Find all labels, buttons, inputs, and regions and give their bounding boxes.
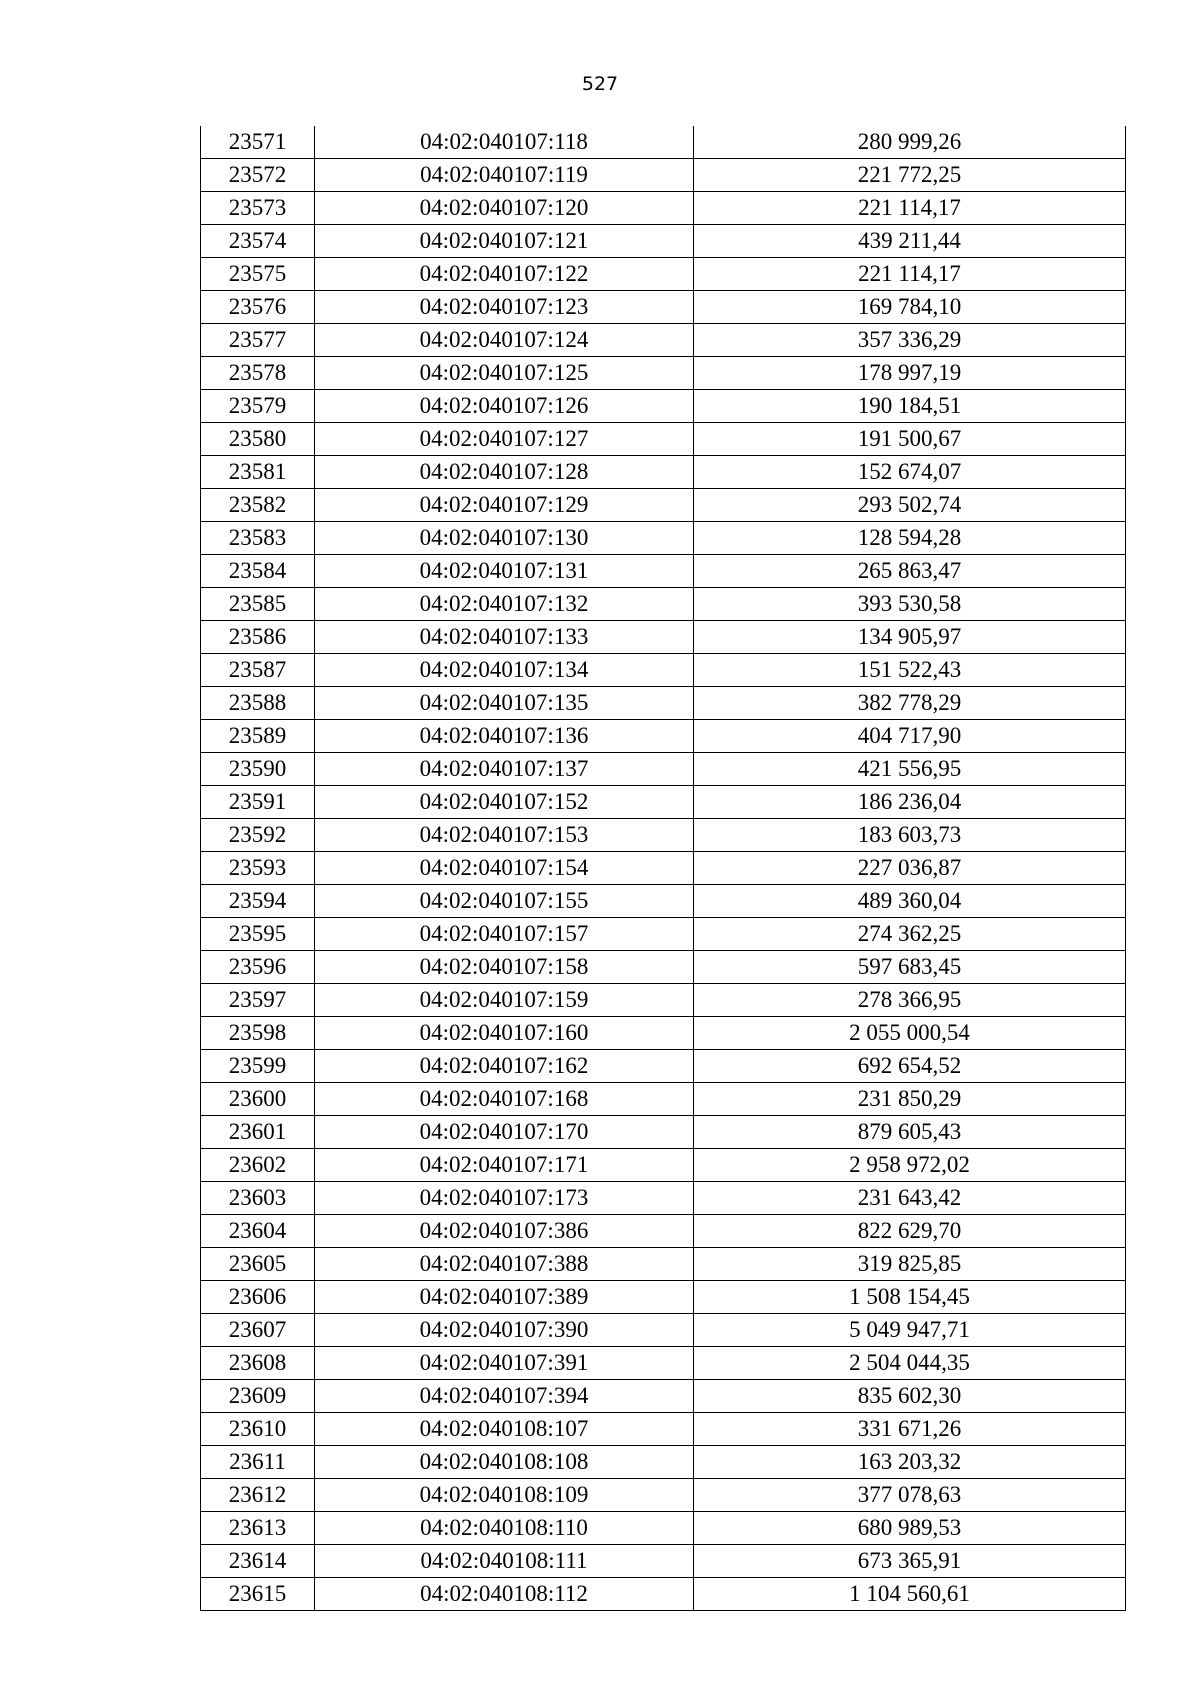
table-row <box>201 522 1126 555</box>
table-row <box>201 1545 1126 1578</box>
page-number: 527 <box>581 73 619 95</box>
row-number-cell: 23585 <box>201 588 315 621</box>
value-cell: 274 362,25 <box>694 918 1126 951</box>
row-number-cell: 23605 <box>201 1248 315 1281</box>
value-cell: 822 629,70 <box>694 1215 1126 1248</box>
table-row <box>201 126 1126 159</box>
value-cell: 221 772,25 <box>694 159 1126 192</box>
cadastral-number-cell: 04:02:040107:134 <box>315 654 694 687</box>
row-number-cell: 23602 <box>201 1149 315 1182</box>
row-number-cell: 23577 <box>201 324 315 357</box>
value-cell: 221 114,17 <box>694 192 1126 225</box>
table-row <box>201 786 1126 819</box>
row-number-cell: 23574 <box>201 225 315 258</box>
cadastral-number-cell: 04:02:040107:155 <box>315 885 694 918</box>
value-cell: 293 502,74 <box>694 489 1126 522</box>
cadastral-number-cell: 04:02:040107:135 <box>315 687 694 720</box>
row-number-cell: 23596 <box>201 951 315 984</box>
row-number-cell: 23581 <box>201 456 315 489</box>
value-cell: 692 654,52 <box>694 1050 1126 1083</box>
cadastral-number-cell: 04:02:040108:112 <box>315 1578 694 1611</box>
value-cell: 1 508 154,45 <box>694 1281 1126 1314</box>
row-number-cell: 23580 <box>201 423 315 456</box>
row-number-cell: 23587 <box>201 654 315 687</box>
value-cell: 231 643,42 <box>694 1182 1126 1215</box>
row-number-cell: 23593 <box>201 852 315 885</box>
table-row <box>201 390 1126 423</box>
cadastral-number-cell: 04:02:040108:110 <box>315 1512 694 1545</box>
row-number-cell: 23579 <box>201 390 315 423</box>
value-cell: 421 556,95 <box>694 753 1126 786</box>
cadastral-number-cell: 04:02:040107:120 <box>315 192 694 225</box>
table-row <box>201 1446 1126 1479</box>
value-cell: 152 674,07 <box>694 456 1126 489</box>
value-cell: 2 504 044,35 <box>694 1347 1126 1380</box>
value-cell: 597 683,45 <box>694 951 1126 984</box>
value-cell: 265 863,47 <box>694 555 1126 588</box>
cadastral-number-cell: 04:02:040107:123 <box>315 291 694 324</box>
table-row <box>201 1182 1126 1215</box>
value-cell: 680 989,53 <box>694 1512 1126 1545</box>
row-number-cell: 23571 <box>201 126 315 159</box>
value-cell: 319 825,85 <box>694 1248 1126 1281</box>
cadastral-number-cell: 04:02:040107:394 <box>315 1380 694 1413</box>
value-cell: 2 055 000,54 <box>694 1017 1126 1050</box>
value-cell: 280 999,26 <box>694 126 1126 159</box>
row-number-cell: 23592 <box>201 819 315 852</box>
table-row <box>201 1149 1126 1182</box>
cadastral-number-cell: 04:02:040107:390 <box>315 1314 694 1347</box>
table-row <box>201 192 1126 225</box>
cadastral-number-cell: 04:02:040107:121 <box>315 225 694 258</box>
table-row <box>201 753 1126 786</box>
data-table <box>200 126 1126 1611</box>
value-cell: 227 036,87 <box>694 852 1126 885</box>
cadastral-number-cell: 04:02:040107:171 <box>315 1149 694 1182</box>
table-row <box>201 621 1126 654</box>
value-cell: 2 958 972,02 <box>694 1149 1126 1182</box>
table-row <box>201 291 1126 324</box>
cadastral-number-cell: 04:02:040107:133 <box>315 621 694 654</box>
table-row <box>201 588 1126 621</box>
value-cell: 439 211,44 <box>694 225 1126 258</box>
table-row <box>201 324 1126 357</box>
table-row <box>201 159 1126 192</box>
value-cell: 163 203,32 <box>694 1446 1126 1479</box>
row-number-cell: 23584 <box>201 555 315 588</box>
cadastral-number-cell: 04:02:040107:131 <box>315 555 694 588</box>
row-number-cell: 23582 <box>201 489 315 522</box>
table-row <box>201 885 1126 918</box>
row-number-cell: 23594 <box>201 885 315 918</box>
value-cell: 673 365,91 <box>694 1545 1126 1578</box>
table-row <box>201 654 1126 687</box>
cadastral-number-cell: 04:02:040107:159 <box>315 984 694 1017</box>
row-number-cell: 23613 <box>201 1512 315 1545</box>
value-cell: 231 850,29 <box>694 1083 1126 1116</box>
table-row <box>201 819 1126 852</box>
cadastral-number-cell: 04:02:040107:125 <box>315 357 694 390</box>
row-number-cell: 23590 <box>201 753 315 786</box>
cadastral-number-cell: 04:02:040107:119 <box>315 159 694 192</box>
table-row <box>201 456 1126 489</box>
cadastral-number-cell: 04:02:040108:109 <box>315 1479 694 1512</box>
row-number-cell: 23610 <box>201 1413 315 1446</box>
cadastral-number-cell: 04:02:040107:130 <box>315 522 694 555</box>
value-cell: 879 605,43 <box>694 1116 1126 1149</box>
row-number-cell: 23608 <box>201 1347 315 1380</box>
row-number-cell: 23588 <box>201 687 315 720</box>
value-cell: 393 530,58 <box>694 588 1126 621</box>
value-cell: 186 236,04 <box>694 786 1126 819</box>
cadastral-number-cell: 04:02:040107:127 <box>315 423 694 456</box>
cadastral-number-cell: 04:02:040108:111 <box>315 1545 694 1578</box>
table-row <box>201 225 1126 258</box>
cadastral-number-cell: 04:02:040107:152 <box>315 786 694 819</box>
cadastral-number-cell: 04:02:040107:173 <box>315 1182 694 1215</box>
value-cell: 128 594,28 <box>694 522 1126 555</box>
row-number-cell: 23599 <box>201 1050 315 1083</box>
table-body <box>201 126 1126 1611</box>
row-number-cell: 23591 <box>201 786 315 819</box>
value-cell: 331 671,26 <box>694 1413 1126 1446</box>
table-row <box>201 1017 1126 1050</box>
row-number-cell: 23578 <box>201 357 315 390</box>
table-row <box>201 1116 1126 1149</box>
cadastral-number-cell: 04:02:040107:386 <box>315 1215 694 1248</box>
table-row <box>201 1050 1126 1083</box>
row-number-cell: 23589 <box>201 720 315 753</box>
cadastral-number-cell: 04:02:040108:107 <box>315 1413 694 1446</box>
table-row <box>201 258 1126 291</box>
cadastral-number-cell: 04:02:040107:154 <box>315 852 694 885</box>
value-cell: 134 905,97 <box>694 621 1126 654</box>
row-number-cell: 23598 <box>201 1017 315 1050</box>
row-number-cell: 23600 <box>201 1083 315 1116</box>
value-cell: 1 104 560,61 <box>694 1578 1126 1611</box>
value-cell: 221 114,17 <box>694 258 1126 291</box>
value-cell: 191 500,67 <box>694 423 1126 456</box>
row-number-cell: 23601 <box>201 1116 315 1149</box>
table-row <box>201 918 1126 951</box>
table-row <box>201 984 1126 1017</box>
table-row <box>201 687 1126 720</box>
cadastral-number-cell: 04:02:040107:389 <box>315 1281 694 1314</box>
row-number-cell: 23575 <box>201 258 315 291</box>
cadastral-number-cell: 04:02:040107:136 <box>315 720 694 753</box>
table-row <box>201 423 1126 456</box>
value-cell: 382 778,29 <box>694 687 1126 720</box>
cadastral-number-cell: 04:02:040107:128 <box>315 456 694 489</box>
cadastral-number-cell: 04:02:040107:153 <box>315 819 694 852</box>
row-number-cell: 23609 <box>201 1380 315 1413</box>
value-cell: 404 717,90 <box>694 720 1126 753</box>
row-number-cell: 23603 <box>201 1182 315 1215</box>
cadastral-number-cell: 04:02:040107:124 <box>315 324 694 357</box>
cadastral-number-cell: 04:02:040107:118 <box>315 126 694 159</box>
table-row <box>201 1281 1126 1314</box>
cadastral-number-cell: 04:02:040107:137 <box>315 753 694 786</box>
table-row <box>201 1083 1126 1116</box>
value-cell: 178 997,19 <box>694 357 1126 390</box>
row-number-cell: 23611 <box>201 1446 315 1479</box>
cadastral-number-cell: 04:02:040108:108 <box>315 1446 694 1479</box>
row-number-cell: 23586 <box>201 621 315 654</box>
table-row <box>201 1347 1126 1380</box>
row-number-cell: 23612 <box>201 1479 315 1512</box>
row-number-cell: 23595 <box>201 918 315 951</box>
table-row <box>201 1380 1126 1413</box>
value-cell: 190 184,51 <box>694 390 1126 423</box>
value-cell: 278 366,95 <box>694 984 1126 1017</box>
table-row <box>201 1413 1126 1446</box>
value-cell: 377 078,63 <box>694 1479 1126 1512</box>
table-row <box>201 489 1126 522</box>
cadastral-number-cell: 04:02:040107:129 <box>315 489 694 522</box>
value-cell: 835 602,30 <box>694 1380 1126 1413</box>
row-number-cell: 23606 <box>201 1281 315 1314</box>
table-row <box>201 951 1126 984</box>
table-row <box>201 1479 1126 1512</box>
cadastral-number-cell: 04:02:040107:126 <box>315 390 694 423</box>
row-number-cell: 23614 <box>201 1545 315 1578</box>
table-row <box>201 720 1126 753</box>
row-number-cell: 23573 <box>201 192 315 225</box>
table-row <box>201 1248 1126 1281</box>
table-row <box>201 1215 1126 1248</box>
cadastral-number-cell: 04:02:040107:122 <box>315 258 694 291</box>
value-cell: 169 784,10 <box>694 291 1126 324</box>
value-cell: 183 603,73 <box>694 819 1126 852</box>
row-number-cell: 23583 <box>201 522 315 555</box>
value-cell: 5 049 947,71 <box>694 1314 1126 1347</box>
cadastral-number-cell: 04:02:040107:157 <box>315 918 694 951</box>
row-number-cell: 23604 <box>201 1215 315 1248</box>
cadastral-number-cell: 04:02:040107:158 <box>315 951 694 984</box>
table-row <box>201 555 1126 588</box>
row-number-cell: 23615 <box>201 1578 315 1611</box>
row-number-cell: 23576 <box>201 291 315 324</box>
cadastral-number-cell: 04:02:040107:132 <box>315 588 694 621</box>
value-cell: 151 522,43 <box>694 654 1126 687</box>
value-cell: 489 360,04 <box>694 885 1126 918</box>
value-cell: 357 336,29 <box>694 324 1126 357</box>
row-number-cell: 23597 <box>201 984 315 1017</box>
cadastral-number-cell: 04:02:040107:388 <box>315 1248 694 1281</box>
table-row <box>201 1314 1126 1347</box>
row-number-cell: 23572 <box>201 159 315 192</box>
cadastral-number-cell: 04:02:040107:168 <box>315 1083 694 1116</box>
cadastral-number-cell: 04:02:040107:162 <box>315 1050 694 1083</box>
table-row <box>201 1512 1126 1545</box>
table-row <box>201 852 1126 885</box>
table-row <box>201 1578 1126 1611</box>
cadastral-number-cell: 04:02:040107:160 <box>315 1017 694 1050</box>
cadastral-number-cell: 04:02:040107:391 <box>315 1347 694 1380</box>
row-number-cell: 23607 <box>201 1314 315 1347</box>
cadastral-number-cell: 04:02:040107:170 <box>315 1116 694 1149</box>
table-row <box>201 357 1126 390</box>
